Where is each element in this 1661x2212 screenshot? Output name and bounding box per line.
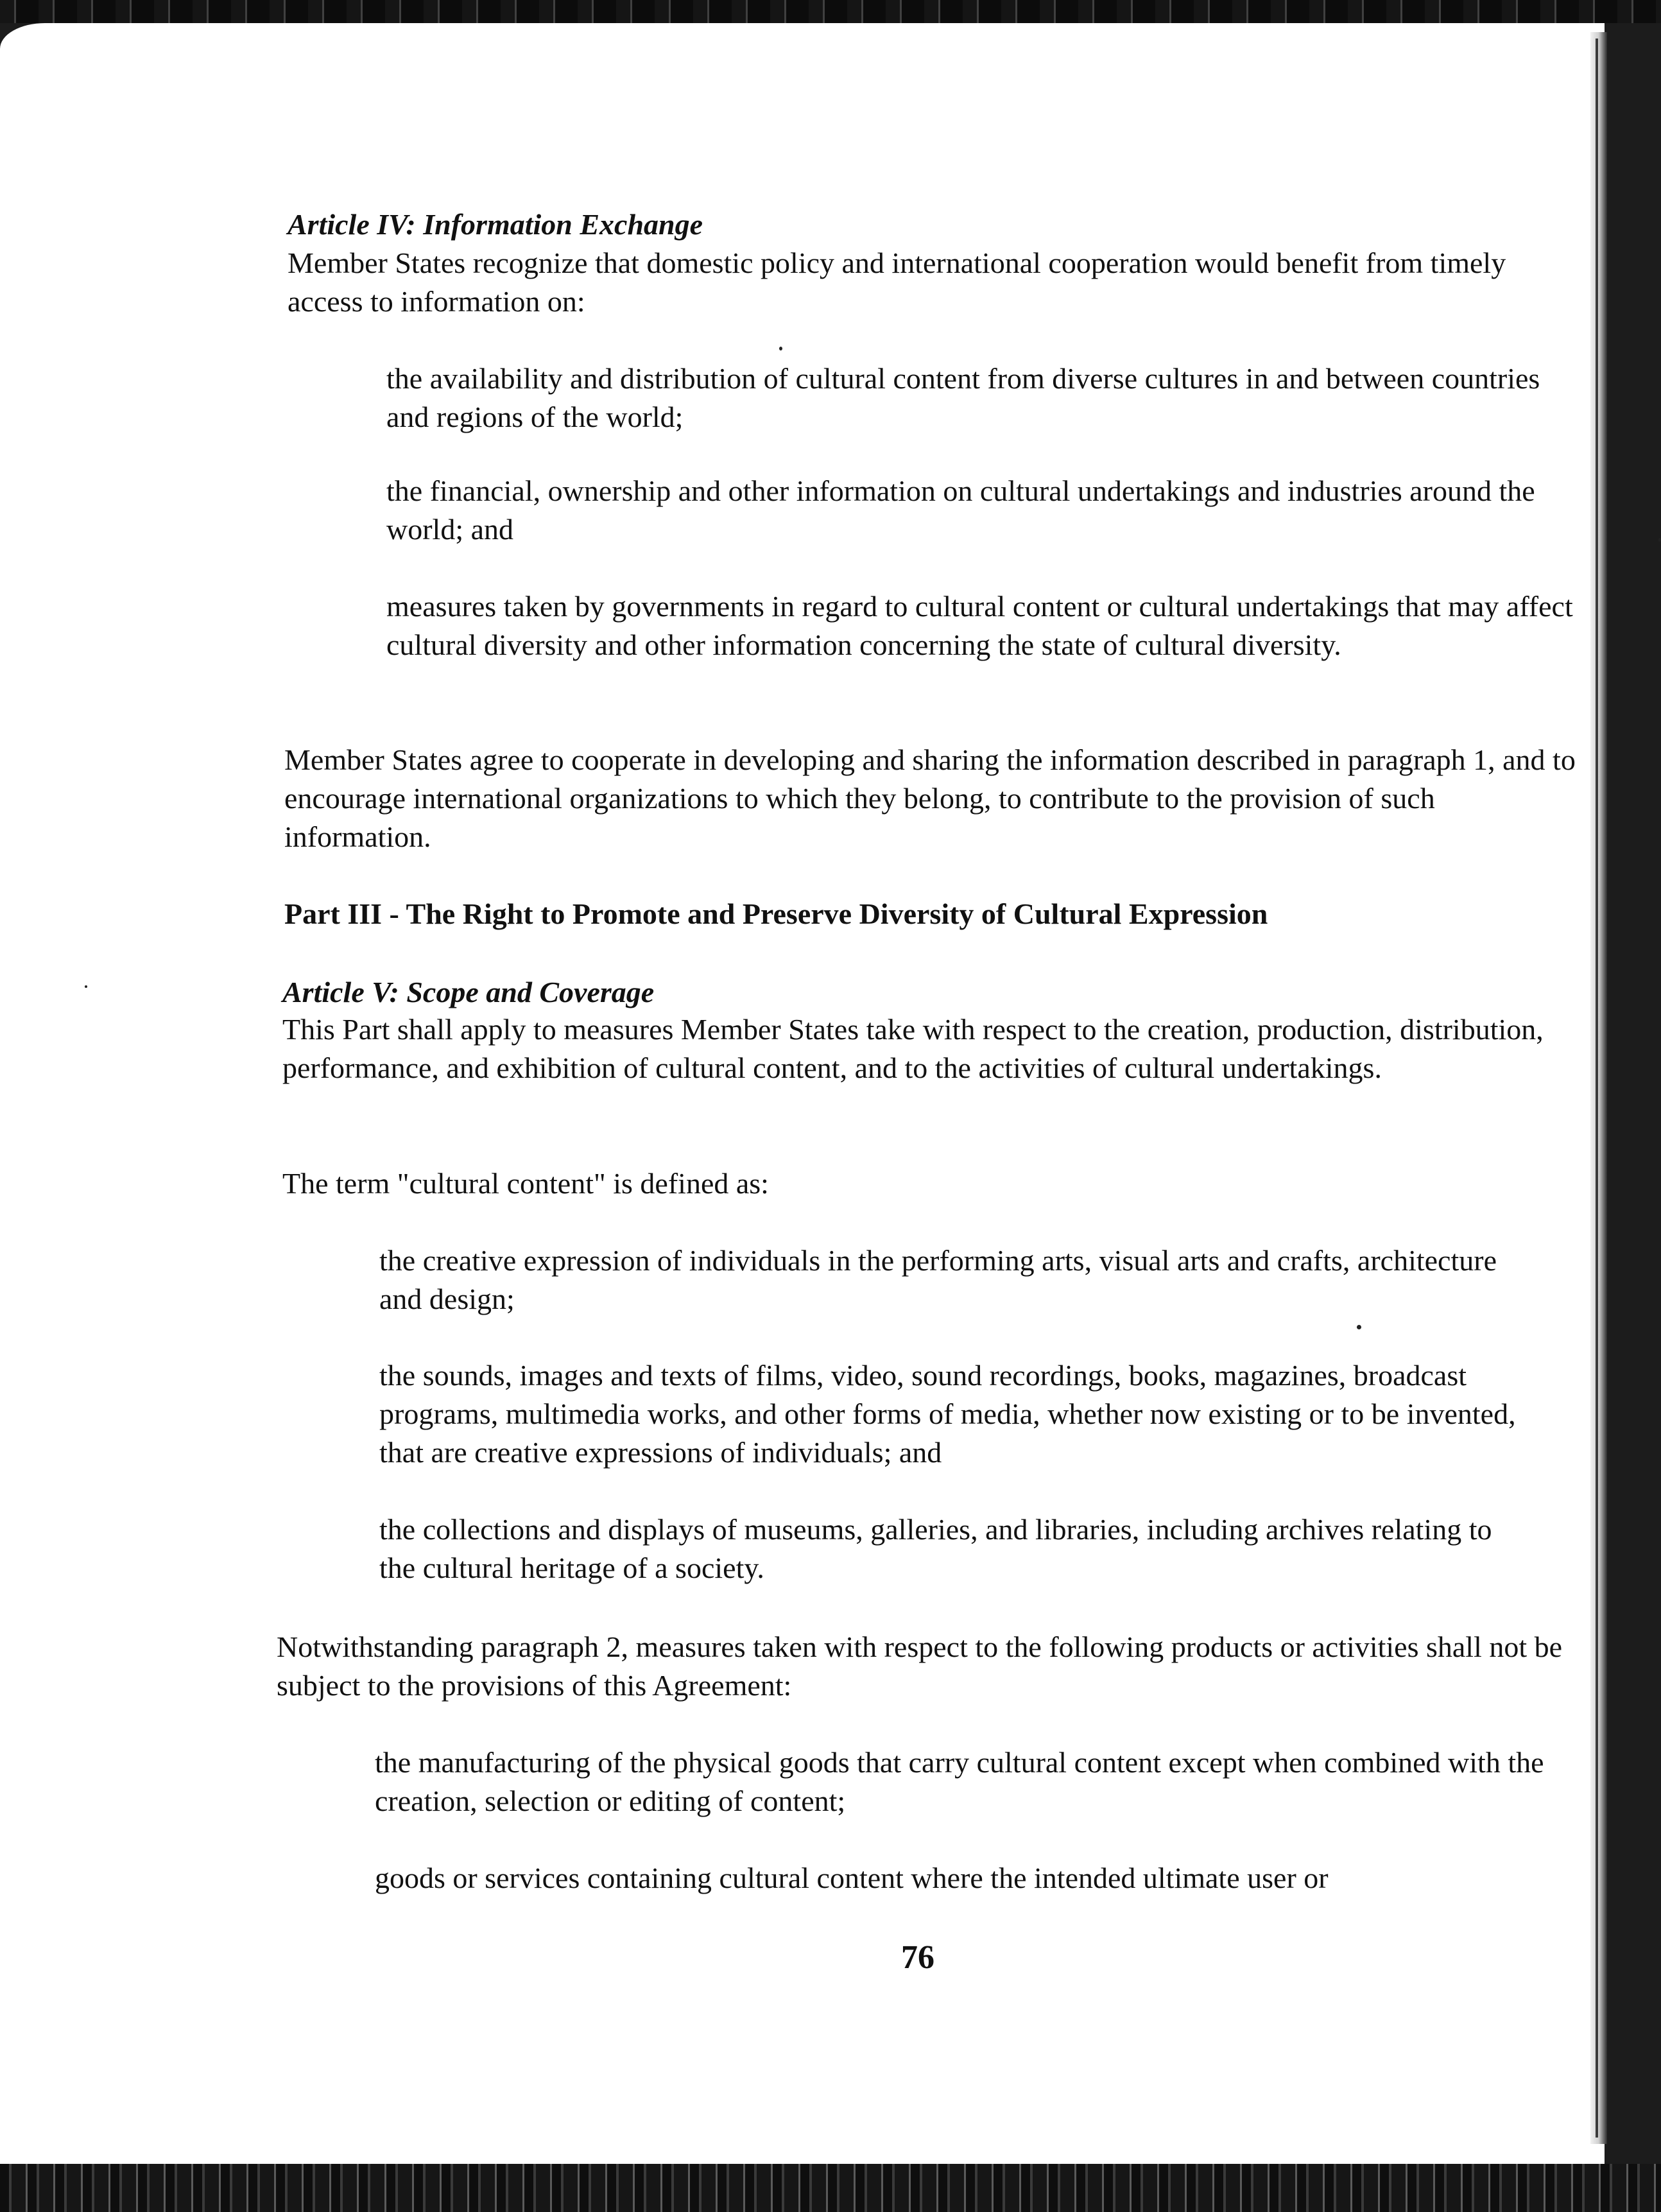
article-iv-item-3: measures taken by governments in regard to cultural content or cultural undertakings that may affect cultural diversity and other information concerning the state of cultural diversity. bbox=[386, 590, 1573, 661]
scan-speck bbox=[779, 347, 782, 350]
definition-item-3: the collections and displays of museums, galleries, and libraries, including archives relating to the cultural heritage of a society. bbox=[379, 1513, 1492, 1584]
notwithstanding-paragraph: Notwithstanding paragraph 2, measures taken with respect to the following products or activities shall not be subject to the provisions of this Agreement: bbox=[277, 1630, 1563, 1702]
scan-bottom-edge bbox=[0, 2164, 1661, 2212]
scan-top-edge bbox=[0, 0, 1661, 23]
article-iv-heading: Article IV: Information Exchange bbox=[288, 208, 703, 241]
article-iv-intro: Member States recognize that domestic policy and international cooperation would benefit from timely access to information on: bbox=[288, 246, 1506, 318]
scan-speck bbox=[1658, 538, 1661, 542]
exclusion-item-2: goods or services containing cultural content where the intended ultimate user or bbox=[375, 1862, 1329, 1894]
page-number: 76 bbox=[901, 1939, 934, 1976]
paper-sheet bbox=[0, 23, 1605, 2164]
definition-item-2: the sounds, images and texts of films, video, sound recordings, books, magazines, broadcast programs, multimedia works, and other forms of media, whether now existing or to be invented, that are creative expressions of individuals; and bbox=[379, 1359, 1516, 1469]
article-iv-item-2: the financial, ownership and other information on cultural undertakings and industries around the world; and bbox=[386, 474, 1535, 546]
article-v-term-intro: The term "cultural content" is defined as: bbox=[282, 1167, 769, 1200]
part-iii-heading: Part III - The Right to Promote and Preserve Diversity of Cultural Expression bbox=[284, 897, 1268, 930]
article-v-heading: Article V: Scope and Coverage bbox=[282, 976, 655, 1008]
scan-right-edge-line bbox=[1596, 39, 1598, 2138]
scan-speck bbox=[1357, 1325, 1361, 1329]
scan-right-edge bbox=[1590, 32, 1607, 2144]
article-iv-item-1: the availability and distribution of cultural content from diverse cultures in and between countries and regions of the world; bbox=[386, 362, 1540, 433]
exclusion-item-1: the manufacturing of the physical goods that carry cultural content except when combined with the creation, selection or editing of content; bbox=[375, 1746, 1544, 1817]
definition-item-1: the creative expression of individuals in the performing arts, visual arts and crafts, architecture and design; bbox=[379, 1244, 1497, 1315]
article-iv-paragraph-2: Member States agree to cooperate in developing and sharing the information described in paragraph 1, and to encourage international organizations to which they belong, to contribute to the provision of such information. bbox=[284, 743, 1576, 853]
article-v-intro: This Part shall apply to measures Member States take with respect to the creation, production, distribution, performance, and exhibition of cultural content, and to the activities of cultural undertakings. bbox=[282, 1013, 1544, 1084]
scan-speck bbox=[85, 985, 87, 988]
